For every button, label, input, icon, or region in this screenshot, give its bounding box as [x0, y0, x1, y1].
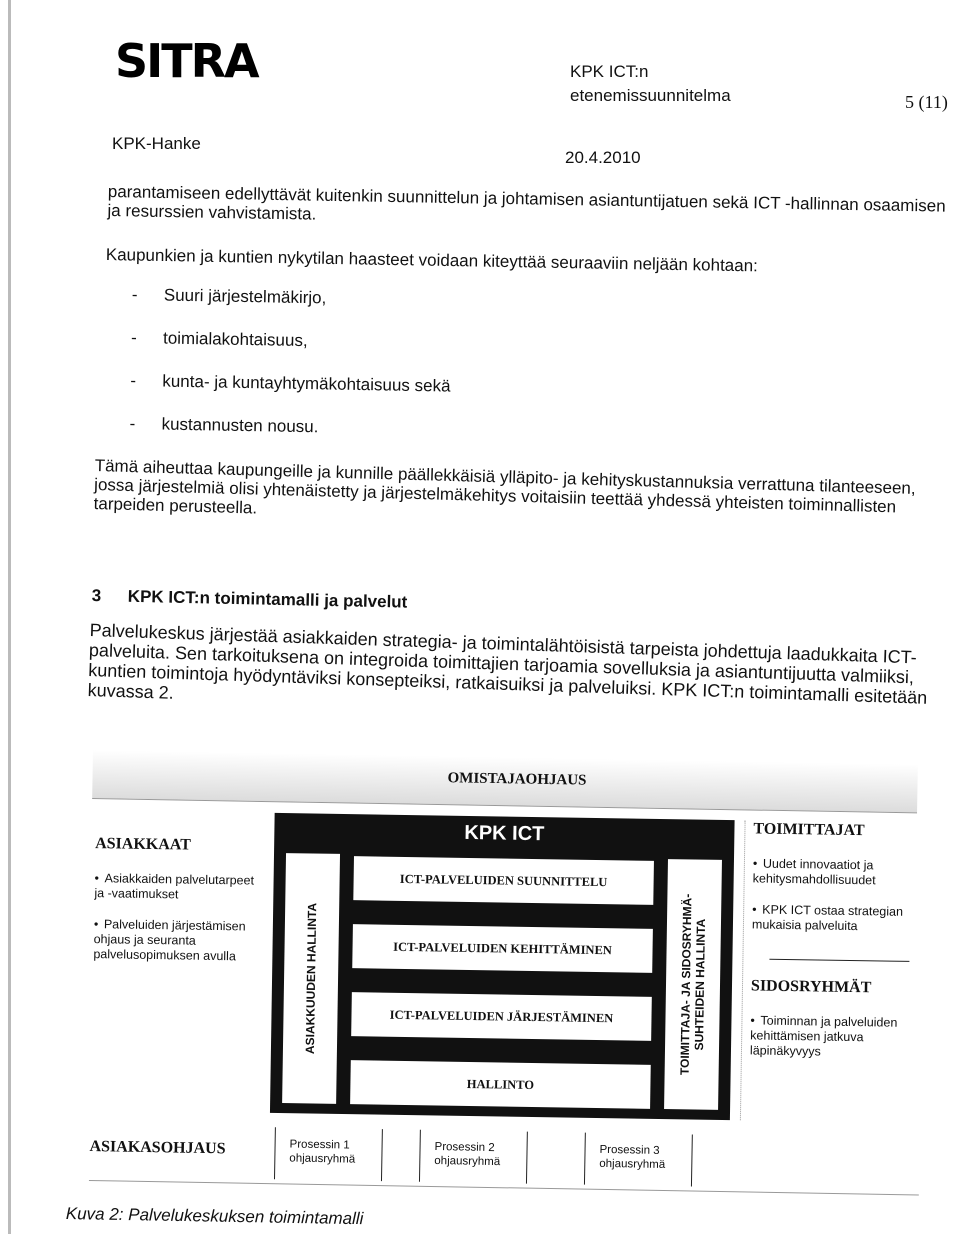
administration-box: HALLINTO	[350, 1060, 651, 1109]
process-group-line2: ohjausryhmä	[289, 1152, 356, 1166]
list-dash: -	[130, 327, 137, 348]
service-planning-box: ICT-PALVELUIDEN SUUNNITTELU	[353, 856, 654, 905]
process-group-box	[419, 1130, 528, 1184]
bullet-text: Uudet innovaatiot ja kehitysmahdollisuudet	[752, 856, 876, 888]
list-item	[129, 414, 630, 466]
customers-title: ASIAKKAAT	[95, 835, 191, 854]
suppliers-title: TOIMITTAJAT	[753, 820, 865, 840]
document-date: 20.4.2010	[565, 148, 641, 167]
kpk-ict-title: KPK ICT	[464, 821, 545, 846]
bullet-text: KPK ICT ostaa strategian mukaisia palveluita	[751, 902, 904, 934]
supplier-relations-line1: TOIMITTAJA- JA SIDOSRYHMÄ-	[677, 893, 695, 1076]
process-group-line1: Prosessin 3	[599, 1143, 660, 1157]
stakeholders-title: SIDOSRYHMÄT	[750, 977, 872, 997]
stakeholders-bullet	[750, 1013, 918, 1061]
process-group-line1: Prosessin 2	[434, 1141, 495, 1155]
service-development-box: ICT-PALVELUIDEN KEHITTÄMINEN	[352, 924, 653, 973]
bullet-dot: •	[750, 1013, 755, 1028]
figure-caption: Kuva 2: Palvelukeskuksen toimintamalli	[65, 1204, 364, 1229]
list-dash: -	[130, 370, 137, 391]
process-group-box	[584, 1133, 693, 1187]
paragraph-1: parantamiseen edellyttävät kuitenkin suunnittelun ja johtamisen asiantuntijatuen sekä ICT -hallinnan osaamisen ja resurssien vahvistamista.	[107, 182, 946, 224]
customers-bullet	[94, 871, 254, 904]
suppliers-bullet	[753, 856, 920, 889]
document-title-line2: etenemissuunnitelma	[570, 86, 731, 105]
list-item-text: toimialakohtaisuus,	[162, 328, 308, 351]
supplier-relations-label	[678, 894, 709, 1076]
bullet-dot: •	[93, 917, 99, 932]
section-heading	[92, 586, 512, 615]
list-item-text: kunta- ja kuntayhtymäkohtaisuus sekä	[162, 371, 451, 396]
project-name: KPK-Hanke	[112, 134, 201, 153]
page-number: 5 (11)	[905, 92, 948, 112]
scan-margin-line	[8, 0, 11, 1234]
owner-control-label: OMISTAJAOHJAUS	[447, 770, 587, 789]
paragraph-2: Kaupunkien ja kuntien nykytilan haasteet voidaan kiteyttää seuraaviin neljään kohtaan:	[105, 245, 759, 276]
suppliers-column	[740, 820, 921, 1123]
process-group-line2: ohjausryhmä	[434, 1155, 501, 1169]
section-title: KPK ICT:n toimintamalli ja palvelut	[127, 586, 408, 612]
customers-bullet	[93, 917, 254, 965]
paragraph-3: Tämä aiheuttaa kaupungeille ja kunnille päällekkäisiä ylläpito- ja kehityskustannuksia verrattuna tilanteeseen, jossa järjestelmiä olisi yhtenäistetty ja järjestelmäkehitys voitaisiin teettää yhdessä yhteisten toiminnallisten tarpeiden perusteella.	[93, 456, 916, 518]
document-title	[570, 60, 731, 108]
sitra-logo: SITRA	[115, 34, 258, 88]
process-group-line2: ohjausryhmä	[599, 1157, 666, 1172]
list-dash: -	[129, 413, 136, 434]
bullet-text: Asiakkaiden palvelutarpeet ja -vaatimukset	[94, 871, 255, 902]
customer-management-label: ASIAKKUUDEN HALLINTA	[302, 902, 320, 1055]
supplier-relations-line2: SUHTEIDEN HALLINTA	[691, 918, 709, 1051]
bullet-text: Toiminnan ja palveluiden kehittämisen jatkuva läpinäkyvyys	[749, 1013, 898, 1059]
bullet-dot: •	[752, 856, 758, 871]
operating-model-diagram	[85, 740, 925, 1210]
diagram-main-row	[85, 790, 910, 1133]
bullet-dot: •	[752, 902, 757, 917]
column-divider	[769, 959, 909, 962]
list-item-text: kustannusten nousu.	[161, 414, 319, 437]
supplier-relations-bar	[664, 859, 722, 1110]
process-group-line1: Prosessin 1	[289, 1138, 350, 1152]
service-organizing-box: ICT-PALVELUIDEN JÄRJESTÄMINEN	[351, 992, 652, 1041]
process-group-box	[274, 1127, 383, 1181]
customer-control-label: ASIAKASOHJAUS	[89, 1137, 226, 1158]
section-number: 3	[91, 586, 102, 606]
challenge-list	[129, 285, 632, 466]
bullet-text: Palveluiden järjestämisen ohjaus ja seuranta palvelusopimuksen avulla	[93, 917, 246, 964]
list-item-text: Suuri järjestelmäkirjo,	[163, 285, 327, 308]
paragraph-4: Palvelukeskus järjestää asiakkaiden strategia- ja toimintalähtöisistä tarpeista johdettuja laadukkaita ICT-palveluita. Sen tarkoituksena on integroida toimittajien tarjoamia sovelluksia ja asiantuntijuutta valmiiksi, kuntien toimintoja hyödyntäviksi konsepteiksi, ratkaisuiksi ja palveluiksi. KPK ICT:n toimintamalli esitetään kuvassa 2.	[87, 620, 928, 708]
customer-control-row	[89, 1120, 920, 1195]
document-title-line1: KPK ICT:n	[570, 62, 649, 81]
kpk-ict-box	[270, 813, 735, 1120]
list-dash: -	[131, 285, 138, 305]
customers-column	[91, 835, 255, 1107]
customer-management-bar	[282, 853, 340, 1104]
bullet-dot: •	[94, 871, 100, 886]
suppliers-bullet	[752, 902, 919, 935]
